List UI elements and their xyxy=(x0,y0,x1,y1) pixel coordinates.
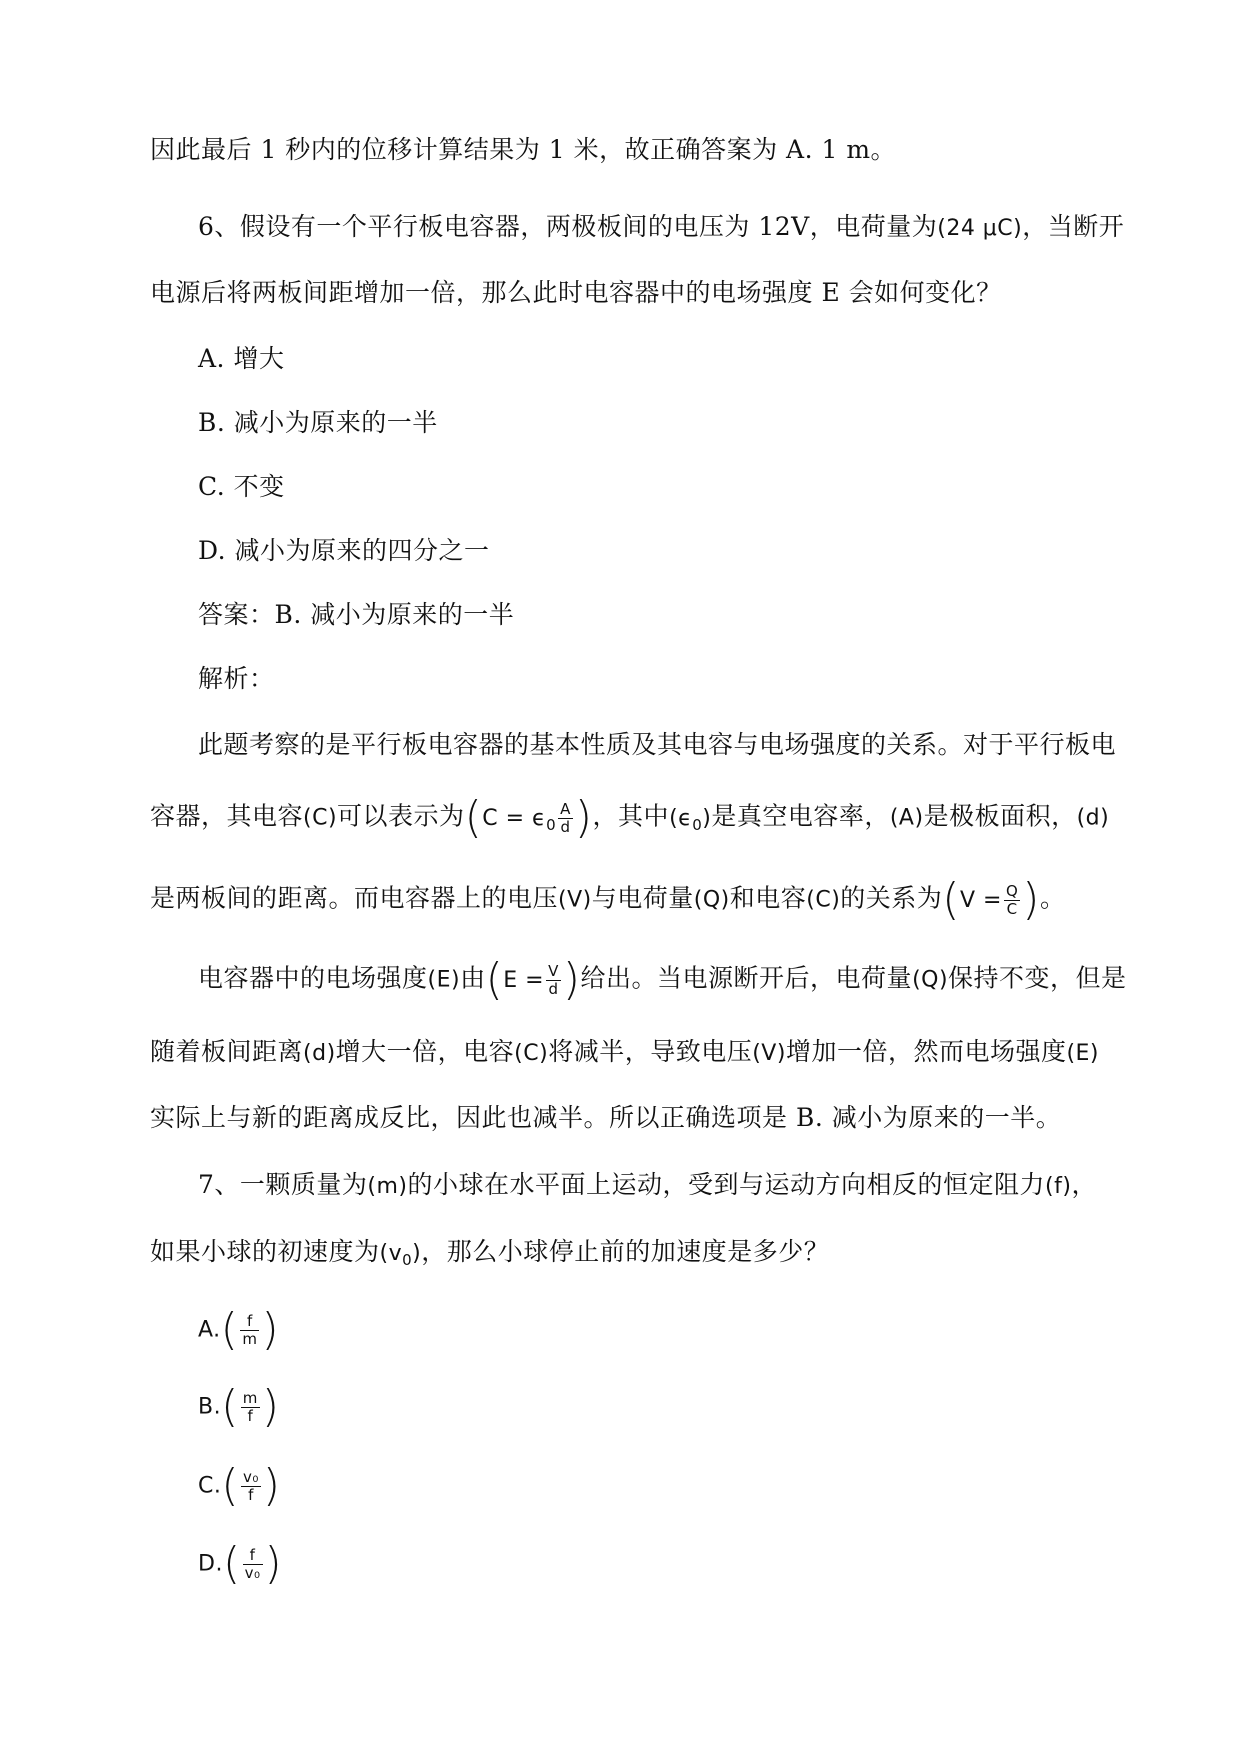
right-paren: ) xyxy=(1022,874,1040,925)
option-c: C. 不变 xyxy=(198,472,285,501)
fraction-numerator: Q xyxy=(1005,882,1019,900)
left-paren: ( xyxy=(464,792,483,843)
fraction xyxy=(240,1313,259,1348)
option-d: D. 减小为原来的四分之一 xyxy=(198,536,490,565)
inline-math: (Q) xyxy=(693,887,730,913)
text-run: ，那么小球停止前的加速度是多少？ xyxy=(421,1237,830,1266)
right-paren: ) xyxy=(262,1460,281,1511)
text-run: 是极板面积， xyxy=(923,801,1077,831)
question-7-line-2 xyxy=(150,1237,829,1275)
inline-math: (d) xyxy=(1076,805,1110,831)
text-run: 的小球在水平面上运动，受到与运动方向相反的恒定阻力 xyxy=(407,1170,1046,1199)
text-run: 将减半，导致电压 xyxy=(548,1037,753,1066)
fraction-denominator: f xyxy=(248,1485,254,1504)
left-paren: ( xyxy=(942,874,960,925)
left-paren: ( xyxy=(221,1460,240,1511)
inline-math: (A) xyxy=(889,805,924,831)
q7-option-d xyxy=(198,1538,283,1589)
inline-math: (d) xyxy=(303,1041,336,1066)
text-run: 电容器中的电场强度 xyxy=(198,963,428,993)
text-run: 与电荷量 xyxy=(591,883,694,913)
question-6-line-2: 电源后将两板间距增加一倍，那么此时电容器中的电场强度 E 会如何变化？ xyxy=(150,278,1002,307)
text-run: 给出。当电源断开后，电荷量 xyxy=(580,963,913,993)
question-7-line-1 xyxy=(198,1170,1097,1202)
text-run: 保持不变，但是 xyxy=(948,963,1127,993)
inline-math xyxy=(669,805,712,834)
fraction-numerator: v₀ xyxy=(243,1467,259,1486)
inline-math: (E) xyxy=(1066,1041,1100,1066)
formula-text: (ϵ xyxy=(669,805,693,831)
fraction-numerator: f xyxy=(240,1313,259,1331)
left-paren: ( xyxy=(485,954,504,1005)
right-paren: ) xyxy=(264,1538,283,1589)
inline-math: (V) xyxy=(752,1041,786,1066)
fraction xyxy=(241,1390,260,1425)
fraction-numerator: V xyxy=(548,962,559,980)
fraction-denominator: v₀ xyxy=(244,1563,261,1582)
answer-line: 答案：B. 减小为原来的一半 xyxy=(198,600,515,629)
text-line: 因此最后 1 秒内的位移计算结果为 1 米，故正确答案为 A. 1 m。 xyxy=(150,135,897,164)
option-label: D. xyxy=(198,1551,223,1577)
inline-math: (C) xyxy=(806,887,841,913)
right-paren: ) xyxy=(261,1304,280,1355)
text-run: 随着板间距离 xyxy=(150,1037,304,1066)
text-run: ，其中 xyxy=(592,801,670,831)
analysis-para-2-line-1 xyxy=(198,954,1127,1005)
analysis-label: 解析： xyxy=(198,664,275,693)
option-label: A. xyxy=(198,1317,221,1343)
analysis-para-1-line-1: 此题考察的是平行板电容器的基本性质及其电容与电场强度的关系。对于平行板电 xyxy=(198,730,1117,759)
formula-voltage xyxy=(959,882,1022,918)
text-run: 是真空电容率， xyxy=(711,801,890,831)
formula-text: E = xyxy=(503,967,545,993)
inline-math: (C) xyxy=(303,805,338,831)
inline-math: (C) xyxy=(514,1041,549,1066)
question-6-line-1 xyxy=(198,212,1124,244)
formula-text: ) xyxy=(412,1241,422,1266)
text-run: 的关系为 xyxy=(840,883,943,913)
option-label: C. xyxy=(198,1473,222,1499)
inline-math: (V) xyxy=(558,887,592,913)
option-label: B. xyxy=(198,1394,222,1420)
right-paren: ) xyxy=(574,792,593,843)
inline-math: (f) xyxy=(1045,1174,1072,1199)
analysis-para-2-line-3: 实际上与新的距离成反比，因此也减半。所以正确选项是 B. 减小为原来的一半。 xyxy=(150,1103,1062,1132)
fraction-numerator: f xyxy=(243,1547,263,1565)
right-paren: ) xyxy=(562,954,581,1005)
subscript: 0 xyxy=(402,1251,413,1269)
right-paren: ) xyxy=(261,1381,280,1432)
text-run: 是两板间的距离。而电容器上的电压 xyxy=(150,883,559,913)
left-paren: ( xyxy=(221,1381,239,1432)
text-run: 增大一倍，电容 xyxy=(335,1037,515,1066)
text-run: ， xyxy=(1071,1170,1097,1199)
text-run: 由 xyxy=(460,963,486,993)
q7-option-a xyxy=(198,1304,280,1355)
text-run: 6、假设有一个平行板电容器，两极板间的电压为 12V，电荷量为 xyxy=(198,212,938,241)
inline-math-charge: (24 μC) xyxy=(937,216,1023,241)
text-run: 如果小球的初速度为 xyxy=(150,1237,380,1266)
fraction-denominator: m xyxy=(242,1329,258,1348)
fraction-numerator: m xyxy=(242,1388,258,1407)
formula-text: C = ϵ xyxy=(482,805,547,831)
analysis-para-1-line-3 xyxy=(150,874,1066,925)
analysis-para-1-line-2 xyxy=(150,792,1110,843)
fraction-denominator: C xyxy=(1006,900,1018,918)
inline-math: (Q) xyxy=(912,967,949,993)
subscript: 0 xyxy=(546,815,557,834)
fraction-denominator: d xyxy=(560,818,571,836)
formula-text: (v xyxy=(379,1241,403,1266)
q7-option-c xyxy=(198,1460,281,1511)
formula-text: V = xyxy=(959,887,1002,913)
q7-option-b xyxy=(198,1381,280,1432)
text-run: 和电容 xyxy=(729,883,807,913)
fraction xyxy=(546,963,561,998)
formula-capacitance xyxy=(482,800,575,836)
text-run: ，当断开 xyxy=(1022,212,1125,241)
analysis-para-2-line-2 xyxy=(150,1037,1099,1069)
option-b: B. 减小为原来的一半 xyxy=(198,408,438,437)
formula-text: ) xyxy=(702,805,712,831)
subscript: 0 xyxy=(692,815,703,834)
text-run: 增加一倍，然而电场强度 xyxy=(785,1037,1067,1066)
inline-math: (m) xyxy=(367,1174,408,1199)
fraction xyxy=(558,801,573,836)
formula-field xyxy=(503,962,563,998)
text-run: 7、一颗质量为 xyxy=(198,1170,368,1199)
fraction-numerator: A xyxy=(560,800,571,818)
fraction xyxy=(243,1547,263,1582)
text-run: 。 xyxy=(1039,883,1066,913)
inline-math xyxy=(379,1241,422,1269)
fraction-denominator: f xyxy=(247,1406,254,1425)
fraction xyxy=(241,1469,261,1504)
fraction xyxy=(1004,883,1020,918)
left-paren: ( xyxy=(220,1304,239,1355)
left-paren: ( xyxy=(222,1538,241,1589)
inline-math: (E) xyxy=(427,967,461,993)
option-a: A. 增大 xyxy=(198,344,285,373)
fraction-denominator: d xyxy=(548,980,559,998)
text-run: 可以表示为 xyxy=(337,801,465,831)
text-run: 容器，其电容 xyxy=(150,801,304,831)
